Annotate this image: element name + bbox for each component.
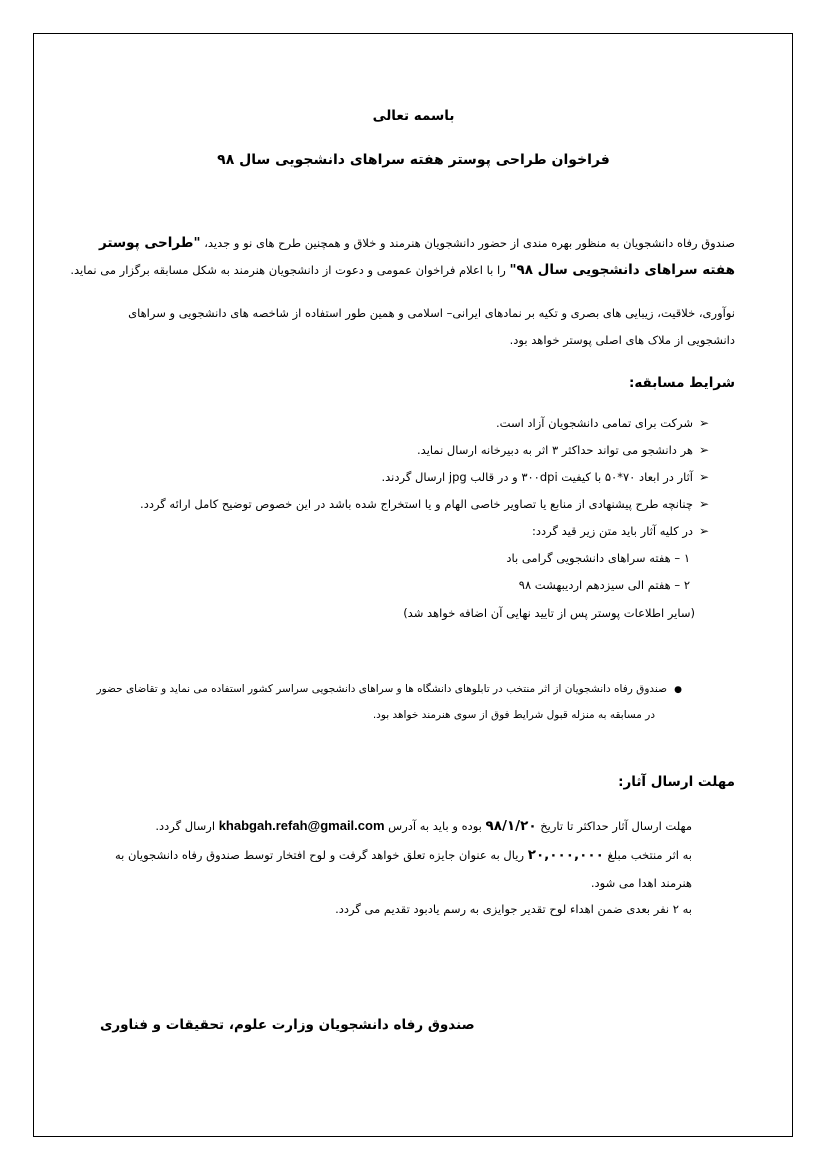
arrow-bullet-icon: ➢ [698, 416, 710, 430]
conditions-heading: شرایط مسابقه: [628, 375, 735, 391]
deadline-line-1 [155, 818, 692, 834]
intro-text-cont: را با اعلام فراخوان عمومی و دعوت از دانشجویان هنرمند به شکل مسابقه برگزار می نماید. [70, 263, 506, 277]
criteria-line-1: نوآوری، خلاقیت، زیبایی های بصری و تکیه بر نمادهای ایرانی– اسلامی و همین طور استفاده از شاخصه های دانشجویی و سراهای [128, 306, 735, 320]
intro-text: صندوق رفاه دانشجویان به منظور بهره مندی از حضور دانشجویان هنرمند و خلاق و همچنین طرح های نو و جدید، [204, 236, 735, 250]
condition-text: آثار در ابعاد ۷۰*۵۰ با کیفیت ۳۰۰dpi و در قالب jpg ارسال گردند. [381, 470, 693, 484]
deadline-date: ۹۸/۱/۲۰ [485, 818, 537, 834]
deadline-text: مهلت ارسال آثار حداکثر تا تاریخ [540, 819, 692, 833]
intro-bold-title: "طراحی پوستر [98, 235, 201, 251]
deadline-text: ارسال گردد. [155, 819, 216, 833]
arrow-bullet-icon: ➢ [698, 443, 710, 457]
prize-amount: ۲۰,۰۰۰,۰۰۰ [527, 847, 604, 863]
poster-note: (سایر اطلاعات پوستر پس از تایید نهایی آن اضافه خواهد شد) [403, 606, 695, 620]
usage-item [97, 681, 689, 698]
condition-text: در کلیه آثار باید متن زیر قید گردد: [532, 524, 693, 538]
arrow-bullet-icon: ➢ [698, 524, 710, 538]
deadline-text: بوده و باید به آدرس [388, 819, 482, 833]
deadline-heading: مهلت ارسال آثار: [618, 774, 735, 790]
usage-line-2: در مسابقه به منزله قبول شرایط فوق از سوی هنرمند خواهد بود. [372, 709, 655, 721]
prize-text: به اثر منتخب مبلغ [607, 848, 692, 862]
usage-text: صندوق رفاه دانشجویان از اثر منتخب در تابلوهای دانشگاه ها و سراهای دانشجویی سراسر کشور استفاده می نماید و تقاضای حضور [96, 683, 667, 695]
condition-text: شرکت برای تمامی دانشجویان آزاد است. [496, 416, 693, 430]
dot-bullet-icon: ● [674, 685, 682, 695]
runner-up-line: به ۲ نفر بعدی ضمن اهداء لوح تقدیر جوایزی به رسم یادبود تقدیم می گردد. [335, 902, 692, 916]
criteria-line-2: دانشجویی از ملاک های اصلی پوستر خواهد بود. [509, 333, 735, 347]
condition-text: هر دانشجو می تواند حداکثر ۳ اثر به دبیرخانه ارسال نماید. [417, 443, 693, 457]
intro-line-2 [70, 262, 735, 278]
intro-line-1 [99, 235, 735, 251]
numbered-item: ۲ – هفتم الی سیزدهم اردیبهشت ۹۸ [518, 578, 690, 592]
condition-item [496, 415, 715, 431]
condition-item [417, 442, 715, 458]
prize-text: ریال به عنوان جایزه تعلق خواهد گرفت و لوح افتخار توسط صندوق رفاه دانشجویان به [114, 848, 525, 862]
prize-line [115, 847, 692, 863]
condition-text: چنانچه طرح پیشنهادی از منابع یا تصاویر خاصی الهام و یا استخراج شده باشد در این خصوص توضیح کامل ارائه گردد. [140, 497, 693, 511]
arrow-bullet-icon: ➢ [698, 470, 710, 484]
email-address[interactable]: khabgah.refah@gmail.com [218, 818, 385, 833]
footer-signature: صندوق رفاه دانشجویان وزارت علوم، تحقیقات و فناوری [100, 1017, 475, 1033]
condition-item [381, 469, 715, 485]
condition-item [140, 496, 715, 512]
arrow-bullet-icon: ➢ [698, 497, 710, 511]
page-title: فراخوان طراحی پوستر هفته سراهای دانشجویی سال ۹۸ [217, 152, 610, 168]
prize-line-3: هنرمند اهدا می شود. [590, 876, 692, 890]
numbered-item: ۱ – هفته سراهای دانشجویی گرامی باد [506, 551, 690, 565]
condition-item [532, 523, 715, 539]
intro-bold-title-cont: هفته سراهای دانشجویی سال ۹۸" [509, 262, 735, 278]
invocation: باسمه تعالی [372, 108, 455, 124]
